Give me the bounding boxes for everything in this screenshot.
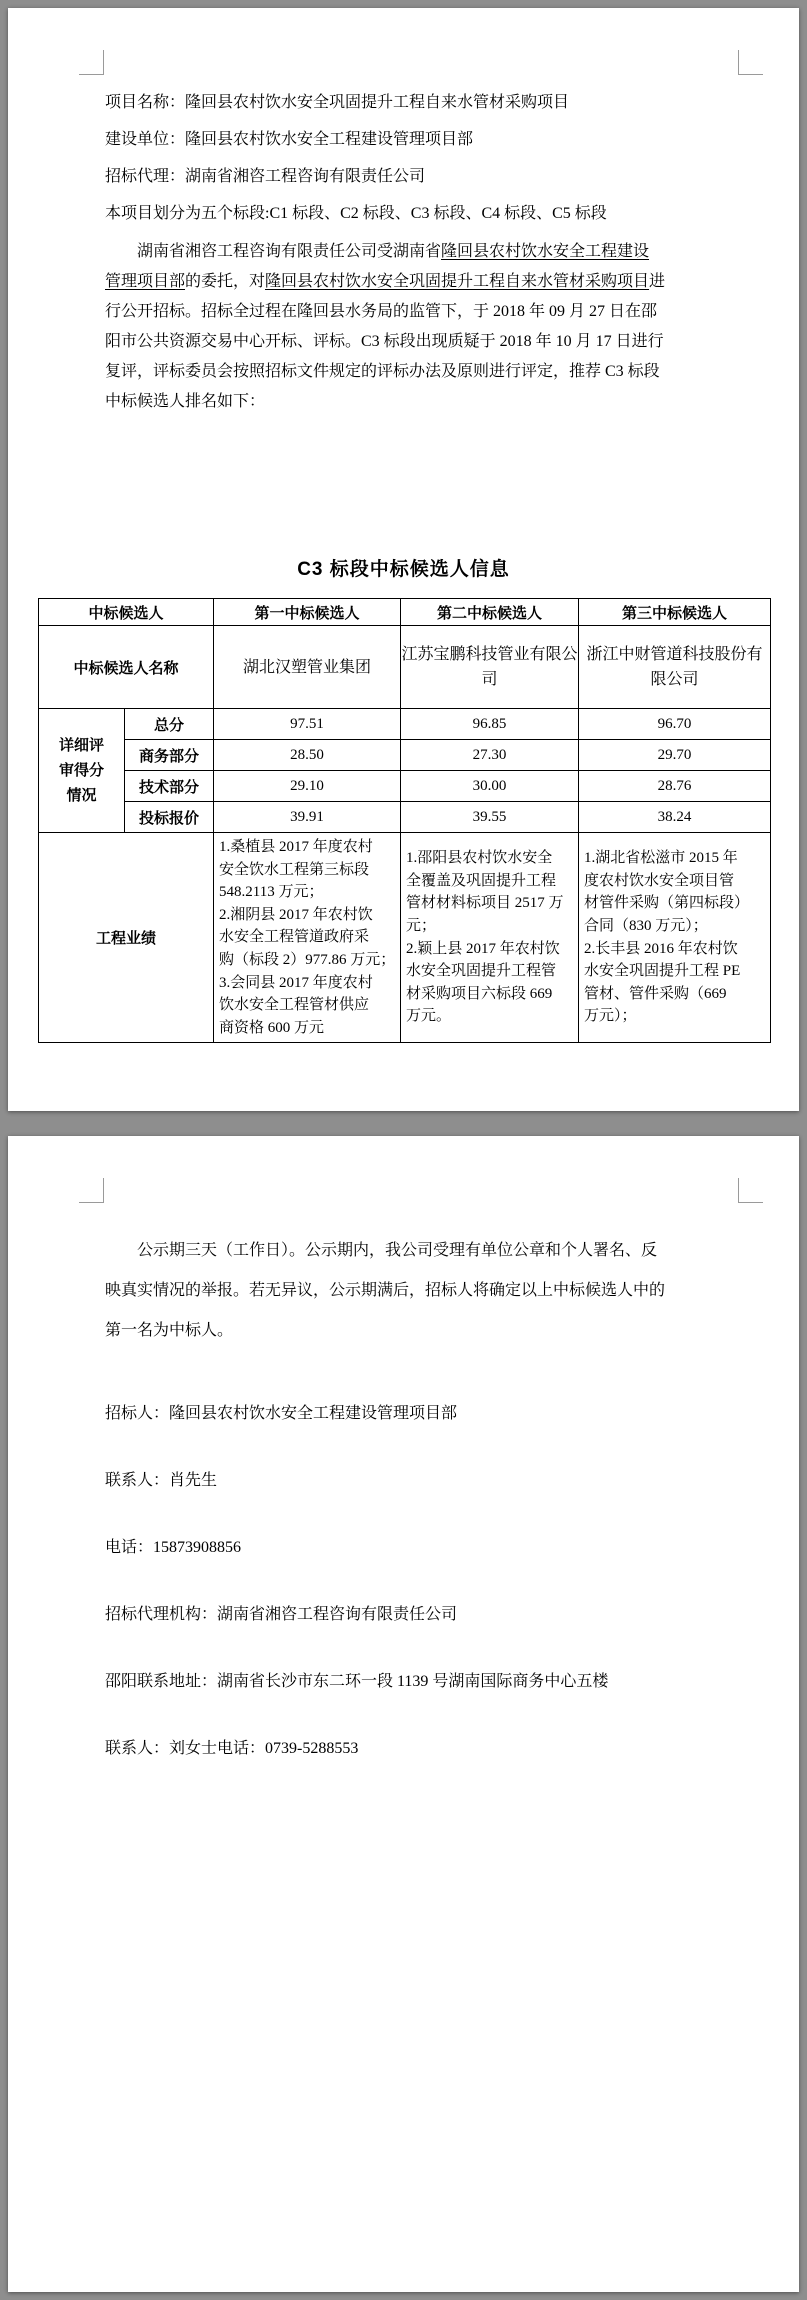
achievement-line: 管材材料标项目 2517 万 [406,895,564,912]
candidate-result-table [38,598,771,1043]
margin-corner-mark-icon [738,50,763,75]
score-value-cell: 97.51 [214,709,401,740]
achievement-line: 商资格 600 万元 [219,1019,325,1036]
score-group-label-cell [39,709,125,833]
achievement-cell [401,833,579,1043]
info-line: 项目名称：隆回县农村饮水安全巩固提升工程自来水管材采购项目 [105,94,570,111]
score-value-cell: 28.50 [214,740,401,771]
paragraph-line [105,267,739,297]
underlined-text: 管理项目部 [105,273,186,290]
paragraph-line: 映真实情况的举报。若无异议，公示期满后，招标人将确定以上中标候选人中的 [105,1282,666,1299]
achievement-line: 万元。 [406,1008,452,1025]
contact-line: 联系人：肖先生 [105,1472,218,1489]
document-page-2 [8,1136,799,2292]
paragraph-line [105,237,739,267]
margin-corner-mark-icon [738,1178,763,1203]
achievement-line: 1.桑植县 2017 年度农村 [219,839,373,855]
header-cell: 第一中标候选人 [214,599,401,626]
plain-text: 进 [649,273,666,290]
info-line: 招标代理：湖南省湘咨工程咨询有限责任公司 [105,168,426,185]
intro-paragraph [105,237,739,417]
contact-line: 招标人：隆回县农村饮水安全工程建设管理项目部 [105,1405,458,1422]
candidate-name-row [39,626,771,709]
achievement-line: 管材、管件采购（669 [584,985,727,1002]
score-group-label-line: 详细评 [58,737,104,754]
page2-text-block [8,1136,799,1760]
table-title: C3 标段中标候选人信息 [297,559,510,580]
achievement-line: 材管件采购（第四标段） [584,895,750,912]
score-value-cell: 29.70 [579,740,771,771]
achievement-line: 548.2113 万元； [219,884,324,901]
score-row [39,802,771,833]
plain-text: 湖南省湘咨工程咨询有限责任公司受湖南省 [137,243,442,260]
achievement-line: 2.颖上县 2017 年农村饮 [406,940,560,957]
header-cell: 中标候选人 [39,599,214,626]
score-label-cell: 投标报价 [125,802,214,833]
contact-line: 招标代理机构：湖南省湘咨工程咨询有限责任公司 [105,1606,458,1623]
plain-text: 的委托，对 [185,273,266,290]
score-value-cell: 39.55 [401,802,579,833]
margin-corner-mark-icon [79,50,104,75]
score-row [39,771,771,802]
score-label-cell: 技术部分 [125,771,214,802]
score-value-cell: 28.76 [579,771,771,802]
achievement-line: 3.会同县 2017 年度农村 [219,974,373,991]
paragraph-line: 第一名为中标人。 [105,1322,234,1339]
info-line: 建设单位：隆回县农村饮水安全工程建设管理项目部 [105,131,474,148]
paragraph-line [105,297,739,327]
score-group-label-line: 审得分 [58,762,104,779]
paragraph-line: 公示期三天（工作日）。公示期内，我公司受理有单位公章和个人署名、反 [137,1242,658,1259]
score-value-cell: 38.24 [579,802,771,833]
achievement-line: 水安全工程管道政府采 [219,929,370,946]
achievement-label-cell: 工程业绩 [39,833,214,1043]
plain-text: 中标候选人排名如下： [105,393,266,410]
paragraph-line [105,387,739,417]
score-value-cell: 29.10 [214,771,401,802]
achievement-cell [214,833,401,1043]
underlined-text: 隆回县农村饮水安全工程建设 [441,243,650,260]
score-label-cell: 商务部分 [125,740,214,771]
document-page-1 [8,8,799,1111]
achievement-line: 合同（830 万元）； [584,918,708,935]
plain-text: 复评，评标委员会按照招标文件规定的评标办法及原则进行评定，推荐 C3 标段 [105,363,660,380]
candidate-name-cell: 浙江中财管道科技股份有限公司 [579,626,771,709]
publicity-paragraph [105,1231,739,1351]
achievement-line: 元； [406,918,437,935]
achievement-line: 1.湖北省松滋市 2015 年 [584,850,738,867]
info-line: 本项目划分为五个标段:C1 标段、C2 标段、C3 标段、C4 标段、C5 标段 [105,205,607,222]
achievement-line: 2.长丰县 2016 年农村饮 [584,940,738,957]
achievement-line: 度农村饮水安全项目管 [584,872,735,889]
score-label-cell: 总分 [125,709,214,740]
underlined-text: 隆回县农村饮水安全巩固提升工程自来水管材采购项目 [265,273,650,290]
paragraph-line [105,357,739,387]
score-value-cell: 30.00 [401,771,579,802]
score-value-cell: 27.30 [401,740,579,771]
achievement-line: 1.邵阳县农村饮水安全 [406,850,553,867]
contact-line: 联系人：刘女士电话：0739-5288553 [105,1740,359,1757]
achievement-line: 万元）； [584,1008,637,1025]
margin-corner-mark-icon [79,1178,104,1203]
table-header-row [39,599,771,626]
header-cell: 第二中标候选人 [401,599,579,626]
paragraph-line [105,327,739,357]
achievement-line: 材采购项目六标段 669 [406,985,553,1002]
achievement-line: 安全饮水工程第三标段 [219,861,370,878]
project-info-lines [105,84,739,232]
contact-lines [105,1402,739,1760]
achievement-row [39,833,771,1043]
achievement-cell [579,833,771,1043]
header-cell: 第三中标候选人 [579,599,771,626]
plain-text: 阳市公共资源交易中心开标、评标。C3 标段出现质疑于 2018 年 10 月 17 日进行 [105,333,664,350]
achievement-line: 水安全巩固提升工程 PE [584,963,741,980]
candidate-name-cell: 湖北汉塑管业集团 [214,626,401,709]
achievement-line: 2.湘阴县 2017 年农村饮 [219,906,373,923]
score-value-cell: 39.91 [214,802,401,833]
achievement-line: 饮水安全工程管材供应 [219,997,370,1014]
label-cell: 中标候选人名称 [39,626,214,709]
score-group-label-line: 情况 [66,787,97,804]
page1-text-block [8,8,799,417]
score-row [39,740,771,771]
score-value-cell: 96.85 [401,709,579,740]
contact-line: 电话：15873908856 [105,1539,242,1556]
score-row [39,709,771,740]
candidate-result-table-body [39,599,771,1043]
achievement-line: 购（标段 2）977.86 万元； [219,951,396,968]
achievement-line: 全覆盖及巩固提升工程 [406,872,557,889]
score-value-cell: 96.70 [579,709,771,740]
contact-line: 邵阳联系地址：湖南省长沙市东二环一段 1139 号湖南国际商务中心五楼 [105,1673,609,1690]
candidate-name-cell: 江苏宝鹏科技管业有限公司 [401,626,579,709]
plain-text: 行公开招标。招标全过程在隆回县水务局的监管下，于 2018 年 09 月 27 日在邵 [105,303,658,320]
achievement-line: 水安全巩固提升工程管 [406,963,557,980]
